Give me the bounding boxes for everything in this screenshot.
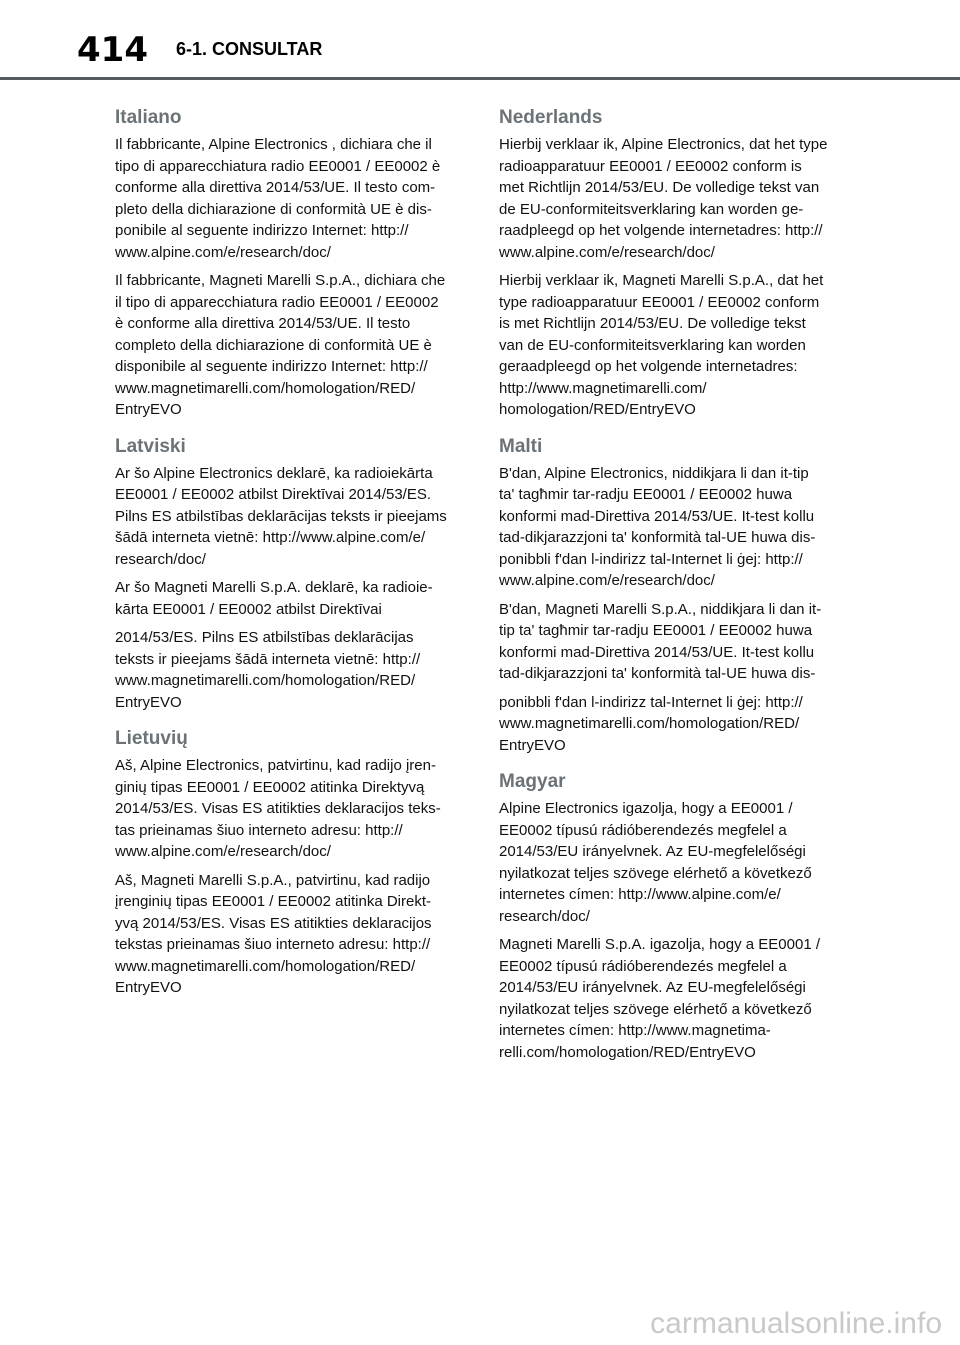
language-heading: Latviski: [115, 435, 186, 457]
language-section-nederlands: [499, 106, 861, 421]
declaration-paragraph: Aš, Alpine Electronics, patvirtinu, kad radijo įren- ginių tipas EE0001 / EE0002 atitinka Direktyvą 2014/53/ES. Visas ES atitikties deklaracijos teks- tas prieinamas šiuo interneto adresu: http:// www.alpine.com/e/research/doc/: [115, 757, 441, 860]
declaration-paragraph: Ar šo Alpine Electronics deklarē, ka radioiekārta EE0001 / EE0002 atbilst Direktīvai 2014/53/ES. Pilns ES atbilstības deklarācijas teksts ir pieejams šādā interneta vietnē: http://www.alpine.com/e/ research/doc/: [115, 464, 447, 568]
right-column: [499, 106, 861, 1070]
declaration-paragraph: Alpine Electronics igazolja, hogy a EE0001 / EE0002 típusú rádióberendezés megfelel a 2014/53/EU irányelvnek. Az EU-megfelelőségi nyilatkozat teljes szövege elérhető a következő internetes címen: http://www.alpine.com/e/ research/doc/: [499, 800, 812, 925]
declaration-paragraph: ponibbli f'dan l-indirizz tal-Internet li ġej: http:// www.magnetimarelli.com/homologation/RED/ EntryEVO: [499, 693, 803, 754]
declaration-paragraph: B'dan, Alpine Electronics, niddikjara li dan it-tip ta' tagħmir tar-radju EE0001 / EE0002 huwa konformi mad-Direttiva 2014/53/UE. It-test kollu tad-dikjarazzjoni ta' konformità tal-UE huwa dis- ponibbli f'dan l-indirizz tal-Internet li ġej: http:// www.alpine.com/e/research/doc/: [499, 464, 816, 589]
language-heading: Malti: [499, 435, 543, 457]
page-number: 414: [77, 30, 148, 70]
declaration-paragraph: Hierbij verklaar ik, Magneti Marelli S.p.A., dat het type radioapparatuur EE0001 / EE0002 conform is met Richtlijn 2014/53/EU. De volledige tekst van de EU-conformiteitsverklaring kan worden geraadpleegd op het volgende internetadres: http://www.magnetimarelli.com/ homologation/RED/EntryEVO: [499, 272, 824, 418]
declaration-paragraph: B'dan, Magneti Marelli S.p.A., niddikjara li dan it- tip ta' tagħmir tar-radju EE0001 / EE0002 huwa konformi mad-Direttiva 2014/53/UE. It-test kollu tad-dikjarazzjoni ta' konformità tal-UE huwa dis-: [499, 600, 822, 682]
declaration-paragraph: Ar šo Magneti Marelli S.p.A. deklarē, ka radioie- kārta EE0001 / EE0002 atbilst Direktīvai: [115, 579, 433, 618]
language-heading: Magyar: [499, 771, 566, 792]
left-column: [115, 106, 477, 1006]
section-title: 6-1. CONSULTAR: [176, 39, 323, 59]
declaration-paragraph: Il fabbricante, Alpine Electronics , dichiara che il tipo di apparecchiatura radio EE0001 / EE0002 è conforme alla direttiva 2014/53/UE. Il testo com- pleto della dichiarazione di conformità UE è dis- ponibile al seguente indirizzo Internet: http:// www.alpine.com/e/research/doc/: [115, 136, 441, 261]
language-section-lietuviu: [115, 727, 477, 999]
declaration-paragraph: Hierbij verklaar ik, Alpine Electronics, dat het type radioapparatuur EE0001 / EE0002 conform is met Richtlijn 2014/53/EU. De volledige tekst van de EU-conformiteitsverklaring kan worden ge- raadpleegd op het volgende internetadres: http:// www.alpine.com/e/research/doc/: [499, 136, 828, 261]
language-section-latviski: [115, 435, 477, 714]
declaration-paragraph: Il fabbricante, Magneti Marelli S.p.A., dichiara che il tipo di apparecchiatura radio EE0001 / EE0002 è conforme alla direttiva 2014/53/UE. Il testo completo della dichiarazione di conformità UE è disponibile al seguente indirizzo Internet: http:// www.magnetimarelli.com/homologation/RED/ EntryEVO: [115, 272, 446, 418]
header-divider: [0, 77, 960, 80]
page-header: [0, 0, 960, 80]
watermark-text: carmanualsonline.info: [650, 1307, 942, 1340]
language-heading: Italiano: [115, 107, 182, 128]
language-heading: Nederlands: [499, 107, 603, 128]
language-section-magyar: [499, 770, 861, 1063]
declaration-paragraph: Magneti Marelli S.p.A. igazolja, hogy a EE0001 / EE0002 típusú rádióberendezés megfelel a 2014/53/EU irányelvnek. Az EU-megfelelőségi nyilatkozat teljes szövege elérhető a következő internetes címen: http://www.magnetima- relli.com/homologation/RED/EntryEVO: [499, 936, 821, 1061]
language-section-malti: [499, 435, 861, 757]
declaration-paragraph: 2014/53/ES. Pilns ES atbilstības deklarācijas teksts ir pieejams šādā interneta vietnē: http:// www.magnetimarelli.com/homologation/RED/ EntryEVO: [115, 629, 421, 711]
declaration-paragraph: Aš, Magneti Marelli S.p.A., patvirtinu, kad radijo įrenginių tipas EE0001 / EE0002 atitinka Direkt- yvą 2014/53/ES. Visas ES atitikties deklaracijos tekstas prieinamas šiuo interneto adresu: http:// www.magnetimarelli.com/homologation/RED/ EntryEVO: [115, 871, 432, 996]
language-heading: Lietuvių: [115, 728, 188, 749]
language-section-italiano: [115, 106, 477, 421]
